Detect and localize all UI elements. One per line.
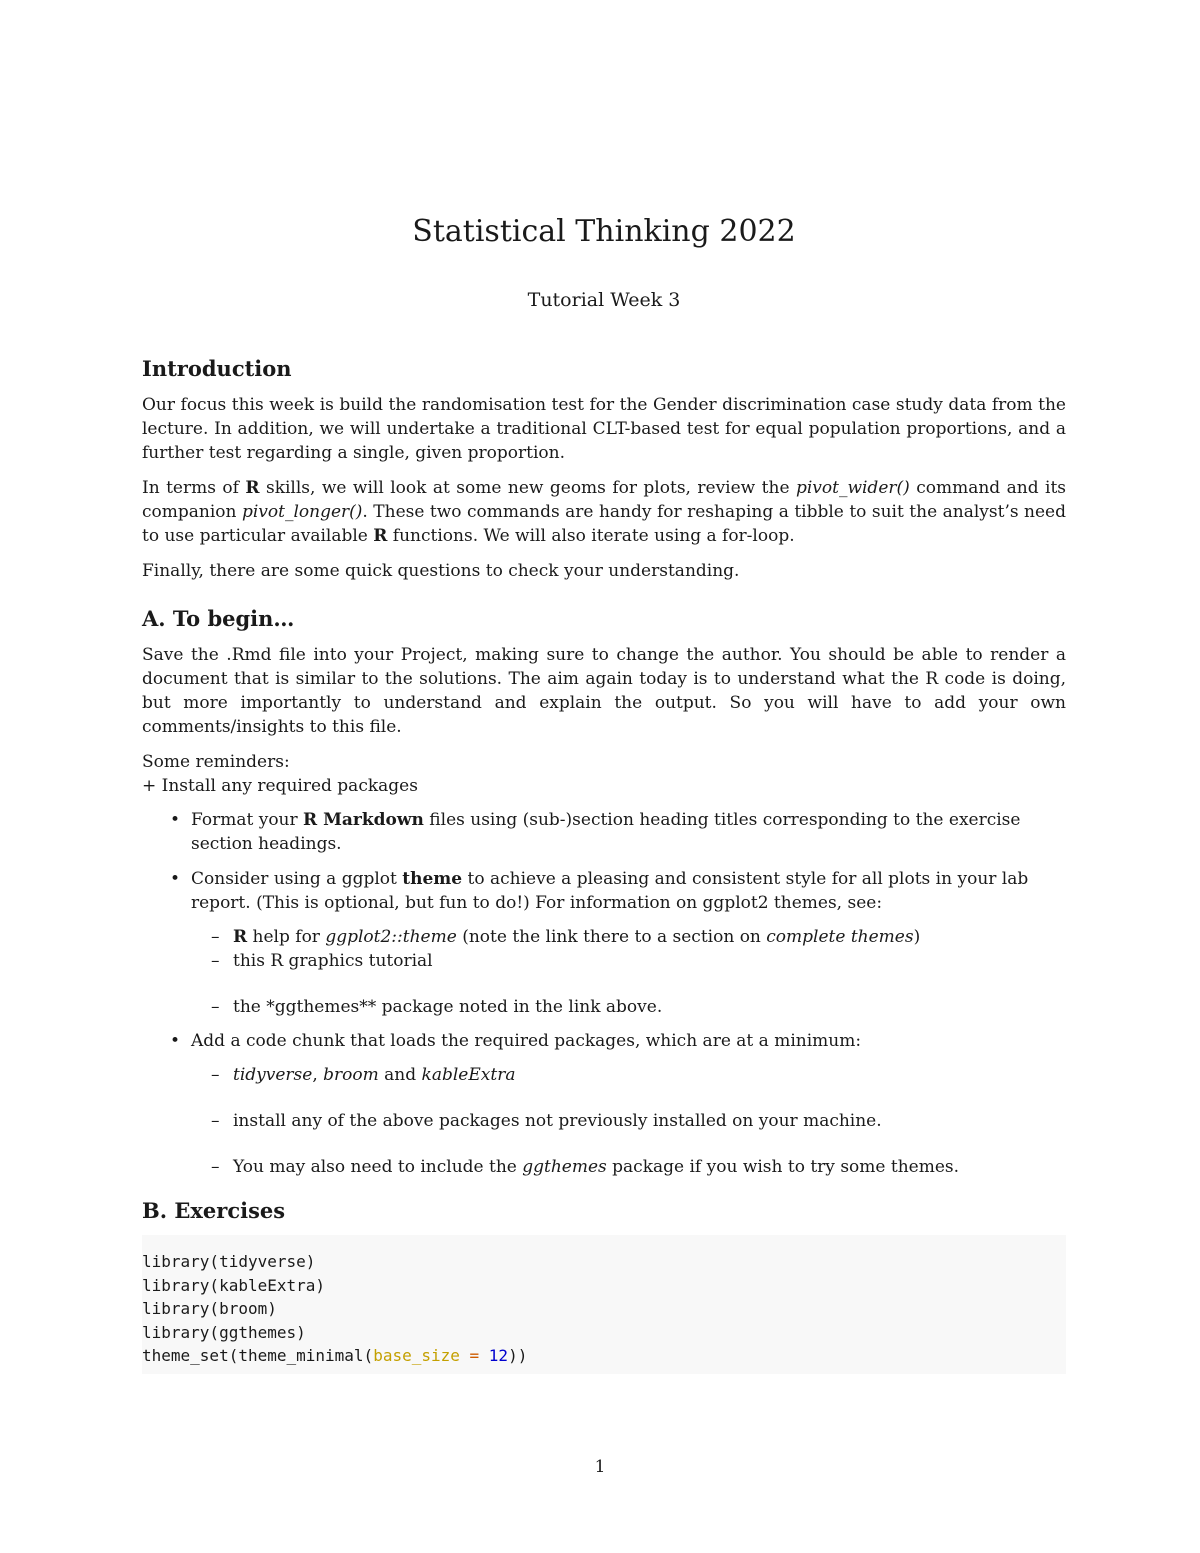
graphics-tutorial-link[interactable]: this R graphics tutorial [233,951,433,971]
r-markdown-name: R Markdown [303,810,424,830]
bullet-icon: • [170,1031,181,1051]
text-run: . These two commands are handy for reshaping a tibble to suit the analyst’s need to use particular available [142,502,1067,546]
text-run: the *ggthemes** package noted in the link above. [233,997,663,1017]
text-run: Format your [191,810,304,830]
dash-icon: – [211,951,220,971]
page-number: 1 [594,1457,606,1477]
text-run: command and its companion [142,478,1067,522]
bullet-icon: • [170,869,181,889]
packages-sublist [142,1063,1066,1179]
list-item-packages [142,1029,1066,1053]
text-run: skills, we will look at some new geoms for plots, review the [259,478,796,498]
list-item-theme [142,867,1066,915]
introduction-heading: Introduction [142,356,292,381]
package-name: kableExtra [421,1065,516,1085]
sublist-item-graphics-tutorial [142,949,1066,973]
section-a-paragraph: Save the .Rmd file into your Project, making sure to change the author. You should be able to render a document that is similar to the solutions. The aim again today is to understand what the R code is doing, but more importantly to understand and explain the output. So you will have to add your own comments/insights to this file. [142,645,1066,737]
ggplot2-theme-link[interactable]: ggplot2::theme [325,927,457,947]
text-run: (note the link there to a section on [456,927,767,947]
code-line: library(kableExtra) [142,1275,326,1295]
document-title: Statistical Thinking 2022 [412,214,796,249]
text-run: and [378,1065,422,1085]
code-argument: base_size [373,1346,460,1365]
text-run: package if you wish to try some themes. [606,1157,960,1177]
introduction-paragraph-2 [142,476,1066,548]
dash-icon: – [211,927,220,947]
dash-icon: – [211,997,220,1017]
sublist-item-install [142,1109,1066,1133]
introduction-paragraph-3: Finally, there are some quick questions to check your understanding. [142,561,740,581]
code-number: 12 [488,1346,509,1365]
bullet-icon: • [170,810,181,830]
code-line: library(ggthemes) [142,1322,306,1342]
text-run: You may also need to include the [233,1157,523,1177]
r-language-name: R [373,526,388,546]
sublist-item-ggthemes-package [142,1155,1066,1179]
theme-sublist [142,925,1066,1019]
r-language-name: R [245,478,260,498]
dash-icon: – [211,1111,220,1131]
section-b-heading: B. Exercises [142,1198,286,1223]
text-run: Consider using a ggplot [191,869,403,889]
package-name: ggthemes [522,1157,607,1177]
text-run: files using (sub-)section heading titles corresponding to the exercise section headings. [191,810,1021,854]
theme-keyword: theme [402,869,463,889]
package-name: tidyverse [233,1065,313,1085]
document-subtitle: Tutorial Week 3 [527,289,681,311]
sublist-item-ggthemes [142,995,1066,1019]
text-run: ) [913,927,921,947]
list-item-format [142,808,1066,856]
sublist-item-theme-help [142,925,1066,949]
pivot-longer-function: pivot_longer() [241,502,363,522]
text-run: install any of the above packages not previously installed on your machine. [233,1111,882,1131]
reminders-label: Some reminders: [142,752,290,772]
code-line: library(tidyverse) [142,1252,316,1271]
code-line: library(broom) [142,1299,277,1318]
code-operator: = [459,1346,489,1365]
reminders-install-line: + Install any required packages [142,776,418,796]
pivot-wider-function: pivot_wider() [795,478,910,498]
code-token: theme_set(theme_minimal( [142,1346,374,1365]
text-run: In terms of [142,478,246,498]
code-token: )) [508,1346,528,1365]
document-body [142,355,1066,1374]
code-block[interactable] [142,1235,1066,1374]
dash-icon: – [211,1065,220,1085]
text-run: functions. We will also iterate using a for-loop. [387,526,795,546]
complete-themes-link[interactable]: complete themes [766,927,914,947]
reminders-list [142,808,1066,915]
text-run: to achieve a pleasing and consistent style for all plots in your lab report. (This is optional, but fun to do!) For information on ggplot2 themes, see: [191,869,1029,913]
packages-list [142,1029,1066,1053]
section-a-heading: A. To begin… [142,606,295,631]
text-run: Add a code chunk that loads the required packages, which are at a minimum: [191,1031,862,1051]
code-line [142,1344,1066,1368]
introduction-paragraph-1: Our focus this week is build the randomisation test for the Gender discrimination case study data from the lecture. In addition, we will undertake a traditional CLT-based test for equal population proportions, and a further test regarding a single, given proportion. [142,395,1066,463]
package-name: broom [323,1065,379,1085]
text-run: help for [247,927,326,947]
text-run: , [312,1065,324,1085]
sublist-item-required-packages [142,1063,1066,1087]
dash-icon: – [211,1157,220,1177]
r-language-name: R [233,927,248,947]
